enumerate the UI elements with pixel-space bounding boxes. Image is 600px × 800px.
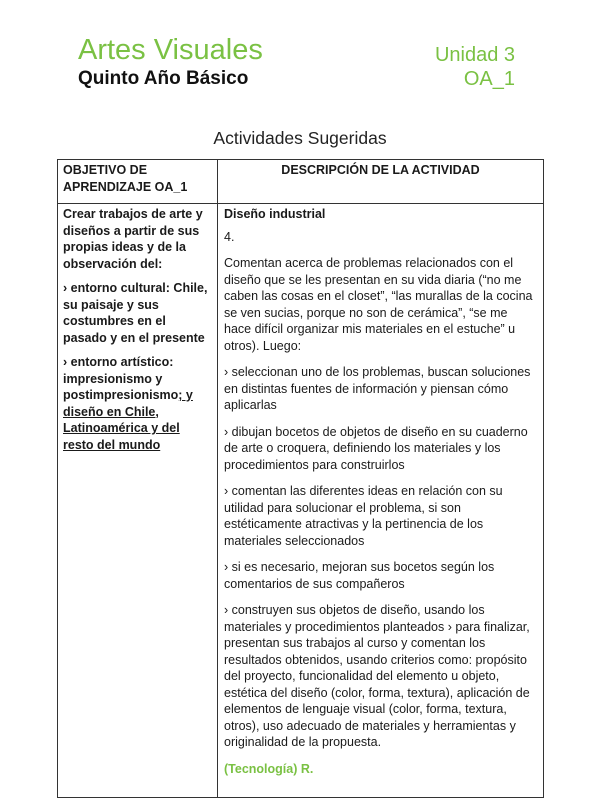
- activity-title: Diseño industrial: [224, 207, 326, 221]
- unit-label: Unidad 3: [434, 44, 515, 66]
- objective-intro: Crear trabajos de arte y diseños a partir de sus propias ideas y de la observación del:: [63, 207, 203, 271]
- activity-step: › construyen sus objetos de diseño, usando los materiales y procedimientos planteados › para finalizar, presentan sus trabajos al curso y comentan los resultados obtenidos, usando criterios como: propósito del proyecto, funcionalidad del elemento u objeto, estética del diseño (color, forma, textura), aplicación de elementos de lenguaje visual (color, forma, textura, otros), uso adecuado de materiales y herramientas y originalidad de la propuesta.: [224, 603, 530, 749]
- table-row: [58, 204, 544, 798]
- oa-label: OA_1: [463, 68, 515, 90]
- objective-item-cultural: › entorno cultural: Chile, su paisaje y sus costumbres en el pasado y en el presente: [63, 281, 208, 345]
- page-title: Artes Visuales: [78, 34, 263, 66]
- activity-cell: [218, 204, 544, 798]
- table-header-row: [58, 160, 544, 204]
- activities-table: [57, 159, 544, 798]
- objective-item-artistic-underlined: ; y diseño en Chile, Latinoamérica y del resto del mundo: [63, 388, 193, 452]
- activity-step: › seleccionan uno de los problemas, buscan soluciones en distintas fuentes de información y piensan cómo aplicarlas: [224, 365, 531, 412]
- header-objective: OBJETIVO DE APRENDIZAJE OA_1: [58, 160, 218, 204]
- activity-intro: Comentan acerca de problemas relacionados con el diseño que se les presentan en su vida diaria (“no me caben las cosas en el closet”, “las murallas de la cocina se ven sucias, porque no son de cerámica”, “se me hace difícil organizar mis materiales en el estuche” u otros). Luego:: [224, 256, 533, 353]
- grade-subtitle: Quinto Año Básico: [78, 68, 249, 89]
- section-title: Actividades Sugeridas: [213, 128, 387, 148]
- activity-step: › si es necesario, mejoran sus bocetos según los comentarios de sus compañeros: [224, 560, 495, 591]
- header-description: DESCRIPCIÓN DE LA ACTIVIDAD: [218, 160, 544, 204]
- activity-footer: (Tecnología) R.: [224, 761, 314, 776]
- objective-item-artistic-start: › entorno artístico: impresionismo y postimpresionismo: [63, 355, 179, 402]
- activity-step: › dibujan bocetos de objetos de diseño en su cuaderno de arte o croquera, definiendo los materiales y los procedimientos para construirlos: [224, 424, 528, 472]
- activity-step: › comentan las diferentes ideas en relación con su utilidad para solucionar el problema, si son estéticamente atractivas y la pertinencia de los materiales seleccionados: [224, 484, 503, 548]
- activity-number: 4.: [224, 229, 235, 244]
- objective-item-artistic: [63, 354, 212, 453]
- objective-cell: [58, 204, 218, 798]
